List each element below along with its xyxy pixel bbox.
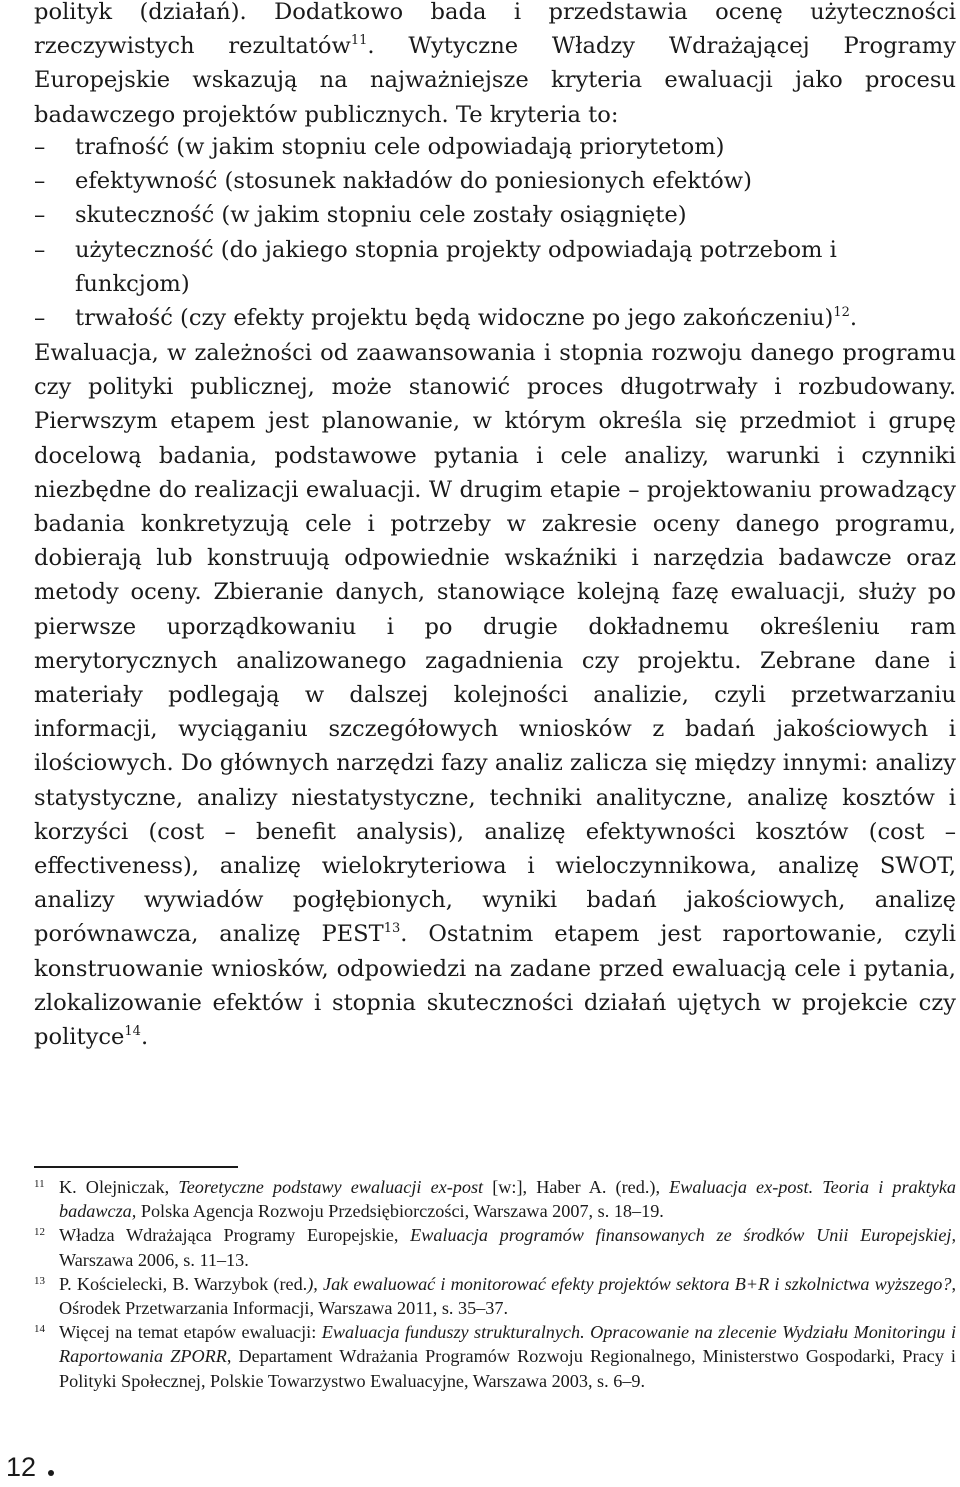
footnote-number: 12: [34, 1226, 45, 1239]
page-number: 12: [6, 1452, 37, 1482]
page-number-bullet-icon: [48, 1470, 54, 1476]
main-paragraph-end: .: [140, 1024, 149, 1051]
footnote-14: [34, 1320, 956, 1393]
main-paragraph-text-continued: . Ostatnim etapem jest raportowanie, czyli konstruowanie wniosków, odpowiedzi na zadane przed ewaluacją cele i pytania, zlokalizowanie efektów i stopnia skuteczności działań ujętych w projekcie czy polityce: [34, 921, 956, 1051]
criteria-item: [34, 198, 956, 232]
criteria-item-text: skuteczność (w jakim stopniu cele zostały osiągnięte): [75, 202, 687, 229]
criteria-item: [34, 164, 956, 198]
criteria-item: [34, 301, 956, 335]
footnote-title: Ewaluacja funduszy strukturalnych. Opracowanie na zlecenie Wydziału Monitoringu i Raportowania ZPORR: [59, 1322, 956, 1367]
intro-paragraph: [34, 0, 956, 132]
bullet-dash: –: [34, 134, 46, 160]
footnote-text: K. Olejniczak,: [59, 1177, 179, 1197]
criteria-end: .: [849, 305, 858, 332]
criteria-item-text: efektywność (stosunek nakładów do poniesionych efektów): [75, 168, 752, 195]
footnote-ref-14[interactable]: 14: [124, 1024, 141, 1040]
footnote-text: Polska Agencja Rozwoju Przedsiębiorczości, Warszawa 2007, s. 18–19.: [136, 1201, 664, 1222]
footnote-13: [34, 1272, 956, 1320]
bullet-dash: –: [34, 305, 46, 332]
footnote-title: ), Jak ewaluować i monitorować efekty projektów sektora B+R i szkolnictwa wyższego?: [307, 1273, 952, 1294]
footnote-text: Warszawa 2006, s. 11–13.: [59, 1249, 249, 1270]
footnote-number: 11: [34, 1178, 45, 1190]
criteria-item-text: trwałość (czy efekty projektu będą widoczne po jego zakończeniu): [75, 305, 834, 332]
footnote-number: 14: [34, 1323, 45, 1336]
footnote-11: [34, 1175, 956, 1223]
main-paragraph: [34, 336, 956, 1054]
footnote-text: Więcej na temat etapów ewaluacji:: [59, 1322, 322, 1343]
footnote-text: P. Kościelecki, B. Warzybok (red.: [59, 1273, 308, 1294]
footnote-title: Ewaluacja programów finansowanych ze środków Unii Europejskiej,: [410, 1225, 956, 1246]
footnotes-list: [34, 1175, 956, 1393]
bullet-dash: –: [34, 236, 46, 263]
criteria-item: [34, 233, 956, 301]
footnote-text: , Departament Wdrażania Programów Rozwoju Regionalnego, Ministerstwo Gospodarki, Pracy i Polityki Społecznej, Polskie Towarzystwo Ewaluacyjne, Warszawa 2003, s. 6–9.: [59, 1346, 956, 1391]
footnote-number: 13: [34, 1274, 45, 1287]
footnote-ref-12[interactable]: 12: [833, 305, 850, 321]
main-paragraph-text: Ewaluacja, w zależności od zaawansowania i stopnia rozwoju danego programu czy polityki publicznej, może stanowić proces długotrwały i rozbudowany. Pierwszym etapem jest planowanie, w którym określa się przedmiot i grupę docelową badania, podstawowe pytania i cele analizy, warunki i czynniki niezbędne do realizacji ewaluacji. W drugim etapie – projektowaniu prowadzący badania konkretyzują cele i potrzeby w zakresie oceny danego programu, dobierają lub konstruują odpowiednie wskaźniki i narzędzia badawcze oraz metody oceny. Zbieranie danych, stanowiące kolejną fazę ewaluacji, służy po pierwsze uporządkowaniu i po drugie dokładnemu określeniu ram merytorycznych analizowanego zagadnienia czy projektu. Zebrane dane i materiały podlegają w dalszej kolejności analizie, czyli przetwarzaniu informacji, wyciąganiu szczegółowych wniosków z badań jakościowych i ilościowych. Do głównych narzędzi fazy analiz zalicza się między innymi: analizy statystyczne, analizy niestatystyczne, techniki analityczne, analizę kosztów i korzyści (cost – benefit analysis), analizę efektywności kosztów (cost – effectiveness), analizę wielokryteriowa i wieloczynnikowa, analizę SWOT, analizy wywiadów pogłębionych, wyniki badań jakościowych, analizę porównawcza, analizę PEST: [34, 340, 956, 948]
criteria-item-text: użyteczność (do jakiego stopnia projekty odpowiadają potrzebom i funkcjom): [75, 236, 837, 297]
criteria-item: [34, 130, 956, 164]
intro-text-continued: . Wytyczne Władzy Wdrażającej Programy Europejskie wskazują na najważniejsze kryteria ewaluacji jako procesu badawczego projektów publicznych. Te kryteria to:: [34, 33, 956, 128]
bullet-dash: –: [34, 168, 46, 195]
footnote-title: Teoretyczne podstawy ewaluacji ex-post: [178, 1177, 484, 1197]
footnote-text: [w:], Haber A. (red.),: [483, 1177, 670, 1197]
criteria-list: [34, 130, 956, 335]
footnote-ref-13[interactable]: 13: [383, 921, 401, 937]
footnote-ref-11[interactable]: 11: [350, 33, 368, 49]
footnote-title: Ewaluacja ex-post. Teoria i praktyka badawcza,: [59, 1177, 956, 1222]
footnote-12: [34, 1223, 956, 1271]
bullet-dash: –: [34, 202, 46, 229]
footnote-text: Władza Wdrażająca Programy Europejskie,: [59, 1225, 411, 1246]
footnote-separator: [34, 1166, 238, 1168]
footnote-text: , Ośrodek Przetwarzania Informacji, Warszawa 2011, s. 35–37.: [59, 1273, 956, 1319]
criteria-item-text: trafność (w jakim stopniu cele odpowiadają priorytetom): [75, 134, 725, 160]
intro-text: polityk (działań). Dodatkowo bada i przedstawia ocenę użyteczności rzeczywistych rezultatów: [34, 0, 956, 60]
